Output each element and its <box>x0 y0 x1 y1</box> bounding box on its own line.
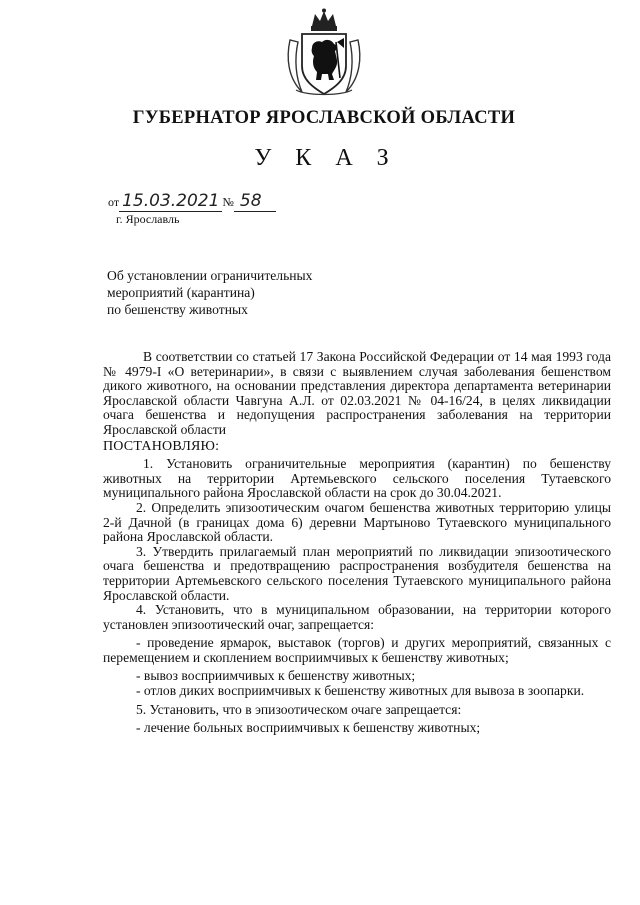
clause-5: 5. Установить, что в эпизоотическом очаге запрещается: <box>136 701 462 717</box>
clause-4-subitem: - проведение ярмарок, выставок (торгов) и других мероприятий, связанных с перемещением и скоплением восприимчивых к бешенству животных; <box>103 635 611 665</box>
date-number-line <box>108 191 276 211</box>
resolution-heading: ПОСТАНОВЛЯЮ: <box>103 438 220 454</box>
clause-4: 4. Установить, что в муниципальном образовании, на территории которого установлен эпизоотический очаг, запрещается: <box>103 602 611 632</box>
date-prefix: от <box>108 195 120 209</box>
clause-2: 2. Определить эпизоотическим очагом бешенства животных территорию улицы 2-й Дачной (в границах дома 6) деревни Мартыново Тутаевского муниципального района Ярославской области. <box>103 499 611 545</box>
document-body <box>103 350 611 736</box>
document-type-title: У К А З <box>254 145 398 171</box>
clause-4-subitem: - вывоз восприимчивых к бешенству животных; <box>136 668 416 684</box>
clause-1: 1. Установить ограничительные мероприятия (карантин) по бешенству животных на территории Артемьевского сельского поселения Тутаевского муниципального района Ярославской области на срок до 30.04.2021. <box>103 456 611 501</box>
coat-of-arms-icon <box>282 8 366 98</box>
subject-line: мероприятий (карантина) <box>107 285 255 300</box>
number-prefix: № <box>222 195 234 209</box>
subject-line: Об установлении ограничительных <box>107 268 313 283</box>
clause-3: 3. Утвердить прилагаемый план мероприятий по ликвидации эпизоотического очага бешенства и предотвращению распространения возбудителя бешенства на территории Артемьевского сельского поселения Тутаевского муниципального района Ярославской области. <box>103 543 611 603</box>
document-date: 15.03.2021 <box>119 191 222 212</box>
document-subject <box>107 267 312 318</box>
issuing-authority: ГУБЕРНАТОР ЯРОСЛАВСКОЙ ОБЛАСТИ <box>132 108 516 128</box>
clause-5-subitem: - лечение больных восприимчивых к бешенству животных; <box>136 720 481 736</box>
document-number: 58 <box>234 191 276 212</box>
city: г. Ярославль <box>116 212 180 226</box>
subject-line: по бешенству животных <box>107 302 248 317</box>
preamble: В соответствии со статьей 17 Закона Российской Федерации от 14 мая 1993 года № 4979-I «О ветеринарии», в связи с выявлением случая заболевания бешенством дикого животного, на основании представления директора департамента ветеринарии Ярославской области Чавгуна А.Л. от 02.03.2021 № 04-16/24, в целях ликвидации очага бешенства и недопущения распространения заболевания на территории Ярославской области <box>103 349 611 437</box>
clause-4-subitem: - отлов диких восприимчивых к бешенству животных для вывоза в зоопарки. <box>136 683 585 699</box>
